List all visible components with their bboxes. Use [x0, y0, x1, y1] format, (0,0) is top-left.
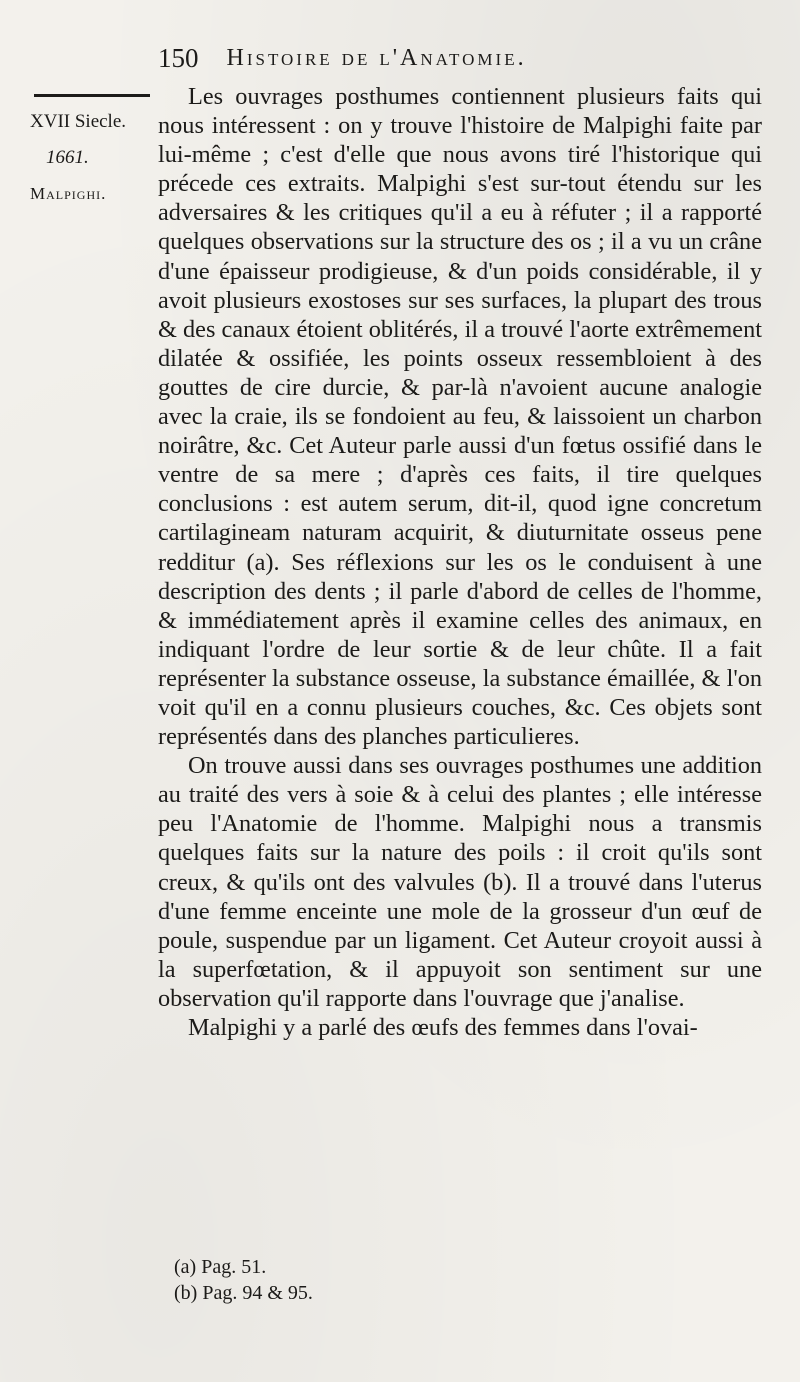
footnote-a: (a) Pag. 51. [174, 1256, 267, 1278]
running-title: Histoire de l'Anatomie. [226, 44, 527, 71]
paragraph: On trouve aussi dans ses ouvrages posthumes une addition au traité des vers à soie & à celui des plantes ; elle intéresse peu l'Anatomie de l'homme. Malpighi nous a transmis quelques faits sur la nature des poils : il croit qu'ils sont creux, & qu'ils ont des valvules (b). Il a trouvé dans l'uterus d'une femme enceinte une mole de la grosseur d'un œuf de poule, suspendue par un ligament. Cet Auteur croyoit aussi à la superfœtation, & il appuyoit son sentiment sur une observation qu'il rapporte dans l'ouvrage que j'analise. [158, 752, 762, 1012]
margin-rule [34, 94, 150, 97]
page-number: 150 [158, 42, 199, 73]
footnotes [174, 1254, 313, 1306]
footnote-b: (b) Pag. 94 & 95. [174, 1282, 313, 1304]
page-header [158, 40, 760, 76]
paragraph: Les ouvrages posthumes contiennent plusieurs faits qui nous intéressent : on y trouve l'histoire de Malpighi faite par lui-même ; c'est d'elle que nous avons tiré l'historique qui précede ces extraits. Malpighi s'est sur-tout étendu sur les adversaires & les critiques qu'il a eu à réfuter ; il a rapporté quelques observations sur la structure des os ; il a vu un crâne d'une épaisseur prodigieuse, & d'un poids considérable, il y avoit plusieurs exostoses sur ses surfaces, la plupart des trous & des canaux étoient oblitérés, il a trouvé l'aorte extrêmement dilatée & ossifiée, les points osseux ressembloient à des gouttes de cire durcie, & par-là n'avoient aucune analogie avec la craie, ils se fondoient au feu, & laissoient un charbon noirâtre, &c. Cet Auteur parle aussi d'un fœtus ossifié dans le ventre de sa mere ; d'après ces faits, il tire quelques conclusions : est autem serum, dit-il, quod igne concretum cartilagineam naturam acquirit, & diuturnitate osseus pene redditur (a). Ses réflexions sur les os le conduisent à une description des dents ; il parle d'abord de celles de l'homme, & immédiatement après il examine celles des animaux, en indiquant l'ordre de leur sortie & de leur chûte. Il a fait représenter la substance osseuse, la substance émaillée, & l'on voit qu'il en a connu plusieurs couches, &c. Ces objets sont représentés dans des planches particulieres. [158, 83, 762, 751]
paragraph: Malpighi y a parlé des œufs des femmes dans l'ovai- [188, 1014, 698, 1041]
margin-note-century: XVII Siecle. [30, 111, 127, 132]
margin-notes [30, 104, 154, 212]
margin-note-name: Malpighi. [30, 184, 107, 203]
body-text [158, 82, 762, 1042]
margin-note-year: 1661. [46, 147, 89, 168]
